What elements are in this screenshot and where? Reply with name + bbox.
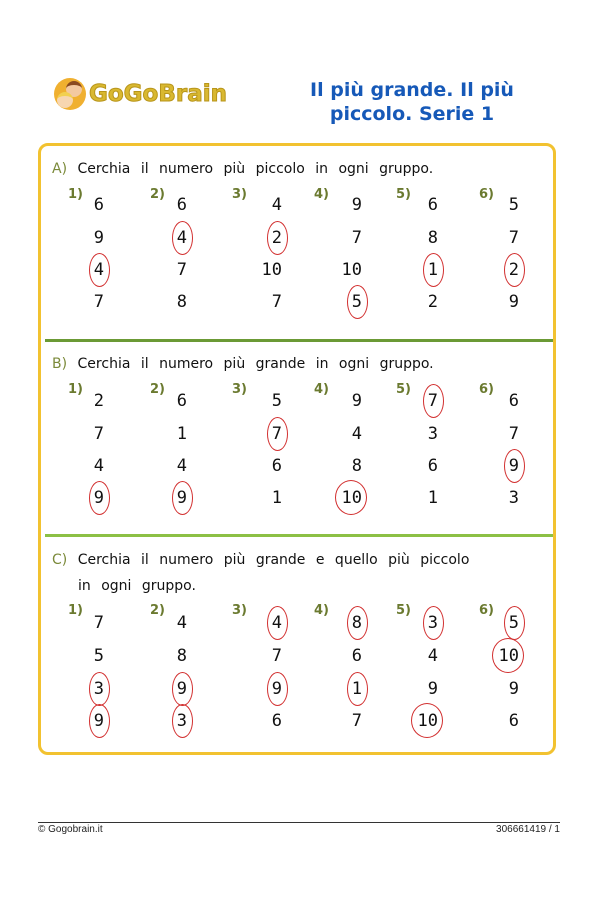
group-number: 6 <box>427 195 438 215</box>
group-number: 4 <box>93 456 104 476</box>
section-c-text: Cerchia il numero più grande e quello più piccolo <box>77 552 470 568</box>
group-number: 6 <box>271 456 282 476</box>
group-label: 2) <box>150 187 165 202</box>
group-number: 9 <box>93 228 104 248</box>
group-number: 6 <box>427 456 438 476</box>
group-number: 4 <box>427 646 438 666</box>
group-number: 6 <box>508 391 519 411</box>
group-number: 9 <box>351 195 362 215</box>
group-number: 4 <box>176 456 187 476</box>
group-label: 2) <box>150 382 165 397</box>
group-label: 5) <box>396 187 411 202</box>
group-number: 1 <box>271 488 282 508</box>
group-label: 5) <box>396 382 411 397</box>
logo-text: GoGoBrain <box>89 81 228 107</box>
group-number: 3 <box>427 424 438 444</box>
group-label: 1) <box>68 603 83 618</box>
group-number: 3 <box>508 488 519 508</box>
group-number: 1 <box>176 424 187 444</box>
group-number: 7 <box>351 228 362 248</box>
group-number: 6 <box>93 195 104 215</box>
circled-number: 1 <box>332 679 362 699</box>
group-label: 4) <box>314 187 329 202</box>
group-number: 7 <box>93 292 104 312</box>
footer-rule <box>38 822 560 823</box>
group-number: 8 <box>176 646 187 666</box>
group-number: 2 <box>93 391 104 411</box>
group-label: 6) <box>479 603 494 618</box>
group-label: 6) <box>479 187 494 202</box>
group-number: 9 <box>351 391 362 411</box>
group-number: 5 <box>271 391 282 411</box>
title-line-1: Il più grande. Il più <box>310 79 514 101</box>
group-number: 6 <box>271 711 282 731</box>
group-number: 2 <box>427 292 438 312</box>
group-label: 5) <box>396 603 411 618</box>
group-number: 6 <box>176 195 187 215</box>
circled-number: 4 <box>74 260 104 280</box>
section-b-text: Cerchia il numero più grande in ogni gruppo. <box>77 356 434 372</box>
group-label: 6) <box>479 382 494 397</box>
group-number: 8 <box>351 456 362 476</box>
group-number: 1 <box>427 488 438 508</box>
group-number: 8 <box>176 292 187 312</box>
group-label: 2) <box>150 603 165 618</box>
section-a-instruction <box>52 161 433 177</box>
circled-number: 9 <box>157 679 187 699</box>
group-label: 4) <box>314 382 329 397</box>
section-c-letter: C) <box>52 552 68 568</box>
circled-number: 7 <box>252 424 282 444</box>
group-number: 4 <box>271 195 282 215</box>
kids-faces-icon <box>54 78 86 110</box>
group-number: 5 <box>508 195 519 215</box>
circled-number: 9 <box>252 679 282 699</box>
circled-number: 9 <box>74 488 104 508</box>
group-number: 6 <box>351 646 362 666</box>
footer-page-id: 306661419 / 1 <box>496 824 560 835</box>
group-number: 4 <box>351 424 362 444</box>
worksheet-frame <box>38 143 556 755</box>
group-label: 3) <box>232 187 247 202</box>
group-number: 10 <box>261 260 282 280</box>
group-number: 7 <box>93 613 104 633</box>
group-number: 7 <box>351 711 362 731</box>
group-number: 9 <box>508 679 519 699</box>
circled-number: 7 <box>408 391 438 411</box>
title-line-2: piccolo. Serie 1 <box>329 103 495 125</box>
footer-copyright: © Gogobrain.it <box>38 824 103 835</box>
circled-number: 10 <box>332 488 362 508</box>
group-number: 7 <box>508 228 519 248</box>
circled-number: 10 <box>489 646 519 666</box>
group-number: 9 <box>427 679 438 699</box>
section-a-text: Cerchia il numero più piccolo in ogni gruppo. <box>77 161 434 177</box>
group-label: 3) <box>232 382 247 397</box>
circled-number: 8 <box>332 613 362 633</box>
group-number: 8 <box>427 228 438 248</box>
circled-number: 2 <box>489 260 519 280</box>
group-number: 9 <box>508 292 519 312</box>
circled-number: 9 <box>489 456 519 476</box>
group-number: 10 <box>341 260 362 280</box>
section-c-instruction-line2: in ogni gruppo. <box>78 578 196 594</box>
group-number: 7 <box>176 260 187 280</box>
group-label: 3) <box>232 603 247 618</box>
group-number: 7 <box>508 424 519 444</box>
circled-number: 2 <box>252 228 282 248</box>
section-b-instruction <box>52 356 434 372</box>
group-label: 4) <box>314 603 329 618</box>
section-b-letter: B) <box>52 356 68 372</box>
group-number: 6 <box>508 711 519 731</box>
circled-number: 4 <box>252 613 282 633</box>
circled-number: 3 <box>408 613 438 633</box>
group-number: 6 <box>176 391 187 411</box>
group-number: 4 <box>176 613 187 633</box>
group-label: 1) <box>68 187 83 202</box>
circled-number: 9 <box>74 711 104 731</box>
gogobrain-logo <box>54 76 227 112</box>
section-c-instruction <box>52 552 469 568</box>
page-title <box>262 78 562 126</box>
group-number: 5 <box>93 646 104 666</box>
circled-number: 3 <box>157 711 187 731</box>
section-a-letter: A) <box>52 161 68 177</box>
group-number: 7 <box>271 646 282 666</box>
section-divider-bc <box>45 534 553 537</box>
circled-number: 5 <box>332 292 362 312</box>
circled-number: 3 <box>74 679 104 699</box>
circled-number: 1 <box>408 260 438 280</box>
section-divider-ab <box>45 339 553 342</box>
circled-number: 9 <box>157 488 187 508</box>
circled-number: 4 <box>157 228 187 248</box>
group-number: 7 <box>93 424 104 444</box>
circled-number: 5 <box>489 613 519 633</box>
group-number: 7 <box>271 292 282 312</box>
circled-number: 10 <box>408 711 438 731</box>
group-label: 1) <box>68 382 83 397</box>
